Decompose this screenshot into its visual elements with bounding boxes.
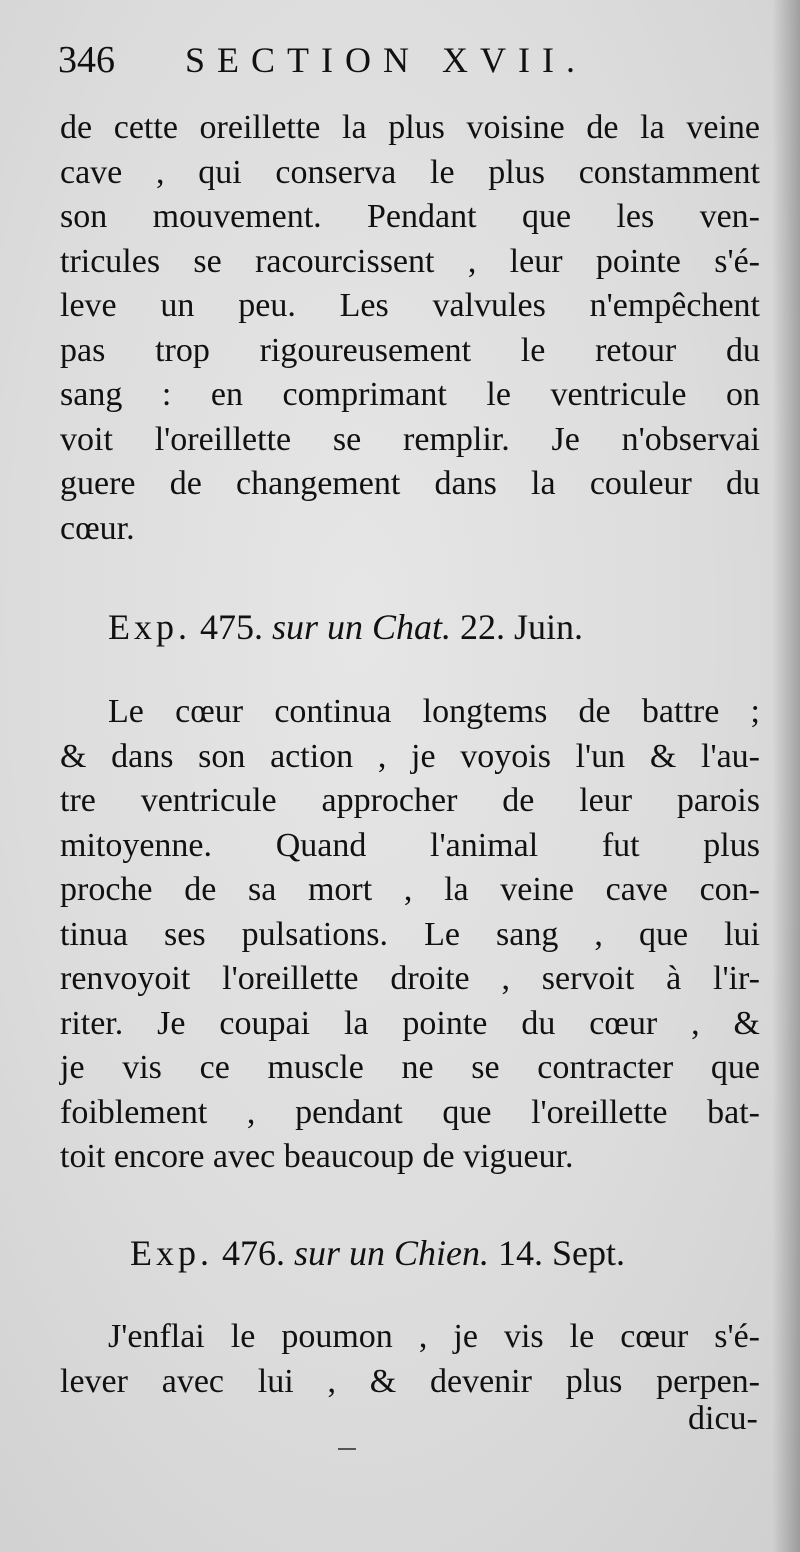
text-line: cœur. — [60, 509, 135, 547]
paragraph-exp-476 — [60, 1315, 760, 1404]
text-line: proche de sa mort , la veine cave con- — [60, 871, 760, 908]
exp-number: 475. — [200, 607, 263, 647]
text-line: sang : en comprimant le ventricule on — [60, 376, 760, 413]
page-number: 346 — [58, 39, 115, 81]
text-line: lever avec lui , & devenir plus perpen- — [60, 1362, 760, 1400]
text-line: renvoyoit l'oreillette droite , servoit à l'ir- — [60, 960, 760, 997]
text-line: Le cœur continua longtems de battre ; — [108, 693, 760, 730]
paragraph-continued — [60, 106, 760, 551]
text-line: tre ventricule approcher de leur parois — [60, 782, 760, 819]
text-line: riter. Je coupai la pointe du cœur , & — [60, 1004, 760, 1042]
text-line: de cette oreillette la plus voisine de la veine — [60, 109, 760, 146]
text-line: toit encore avec beaucoup de vigueur. — [60, 1138, 574, 1175]
exp-number: 476. — [222, 1233, 285, 1273]
text-line: cave , qui conserva le plus constamment — [60, 153, 760, 191]
running-title: SECTION XVII. — [185, 40, 587, 80]
exp-subject: sur un Chat. — [272, 607, 452, 647]
text-line: J'enflai le poumon , je vis le cœur s'é- — [108, 1318, 760, 1355]
text-line: voit l'oreillette se remplir. Je n'observai — [60, 420, 760, 458]
exp-subject: sur un Chien. — [294, 1233, 490, 1273]
text-line: & dans son action , je voyois l'un & l'au- — [60, 737, 760, 775]
exp-label: Exp. — [130, 1233, 213, 1273]
text-line: tinua ses pulsations. Le sang , que lui — [60, 915, 760, 953]
catchword: dicu- — [688, 1400, 758, 1437]
text-line: je vis ce muscle ne se contracter que — [60, 1049, 760, 1086]
text-line: pas trop rigoureusement le retour du — [60, 331, 760, 369]
signature-mark — [338, 1448, 356, 1450]
page-header — [58, 38, 698, 82]
exp-date: 22. Juin. — [460, 607, 584, 647]
paragraph-exp-475 — [60, 690, 760, 1180]
text-line: guere de changement dans la couleur du — [60, 465, 760, 502]
exp-label: Exp. — [108, 607, 191, 647]
text-line: son mouvement. Pendant que les ven- — [60, 198, 760, 235]
text-line: foiblement , pendant que l'oreillette bat- — [60, 1093, 760, 1131]
experiment-heading-476 — [130, 1232, 730, 1274]
text-line: leve un peu. Les valvules n'empêchent — [60, 287, 760, 324]
text-line: mitoyenne. Quand l'animal fut plus — [60, 826, 760, 864]
exp-date: 14. Sept. — [498, 1233, 626, 1273]
text-line: tricules se racourcissent , leur pointe s'é- — [60, 242, 760, 280]
page-edge-shadow — [772, 0, 800, 1552]
experiment-heading-475 — [108, 606, 728, 648]
